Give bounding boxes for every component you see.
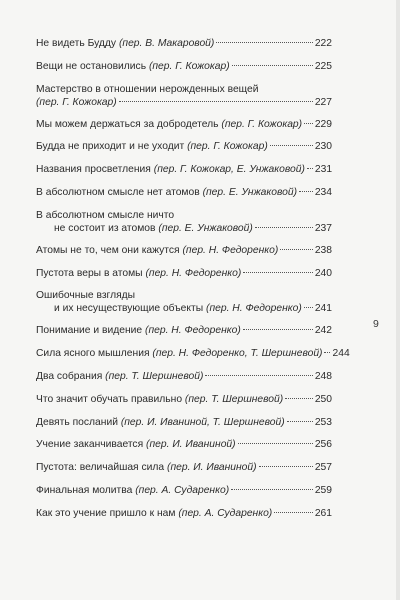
entry-title: Мастерство в отношении нерожденных вещей (36, 83, 259, 95)
leader-dots (216, 42, 312, 43)
entry-page: 241 (314, 303, 332, 315)
toc-entry (36, 370, 332, 393)
entry-title: Вещи не остановились (36, 60, 147, 72)
entry-page: 257 (314, 462, 332, 474)
page-number: 9 (373, 318, 379, 330)
entry-page: 244 (332, 348, 350, 360)
entry-translator: (пер. Г. Кожокар, Е. Унжаковой) (153, 164, 305, 176)
leader-dots (304, 123, 313, 124)
entry-page: 256 (314, 439, 332, 451)
toc-entry (36, 324, 332, 347)
toc-entry (36, 267, 332, 290)
entry-title-cont: и их несуществующие объекты (54, 303, 204, 315)
entry-title: Два собрания (36, 370, 103, 382)
toc-entry (36, 140, 332, 163)
toc-entry (36, 83, 332, 118)
entry-page: 229 (314, 118, 332, 130)
entry-page: 250 (314, 393, 332, 405)
entry-translator: (пер. Н. Федоренко, Т. Шершневой) (152, 348, 323, 360)
entry-translator: (пер. Т. Шершневой) (105, 370, 204, 382)
entry-page: 238 (314, 244, 332, 256)
leader-dots (232, 65, 313, 66)
entry-title: Атомы не то, чем они кажутся (36, 244, 180, 256)
entry-title-cont: не состоит из атомов (54, 222, 156, 234)
toc-entry (36, 347, 350, 370)
leader-dots (287, 421, 313, 422)
entry-translator: (пер. Г. Кожокар) (148, 60, 230, 72)
entry-page: 225 (314, 60, 332, 72)
entry-title: Как это учение пришло к нам (36, 507, 176, 519)
leader-dots (307, 168, 313, 169)
entry-title: Будда не приходит и не уходит (36, 141, 185, 153)
entry-title: Понимание и видение (36, 325, 143, 337)
leader-dots (285, 398, 313, 399)
entry-translator: (пер. Е. Унжаковой) (158, 222, 253, 234)
entry-title: Не видеть Будду (36, 38, 117, 49)
leader-dots (255, 227, 313, 228)
entry-translator: (пер. В. Макаровой) (118, 38, 215, 49)
entry-title: Ошибочные взгляды (36, 290, 136, 302)
toc-entry (36, 289, 332, 324)
leader-dots (243, 272, 313, 273)
toc-entry (36, 244, 332, 267)
entry-title: Девять посланий (36, 416, 118, 428)
entry-translator: (пер. Т. Шершневой) (184, 393, 284, 405)
leader-dots (299, 191, 313, 192)
entry-translator: (пер. Е. Унжаковой) (202, 186, 297, 198)
entry-translator: (пер. Н. Федоренко) (182, 244, 279, 256)
entry-translator: (пер. Г. Кожокар) (36, 96, 117, 108)
entry-page: 237 (314, 222, 332, 234)
entry-page: 231 (314, 164, 333, 176)
entry-page: 234 (314, 186, 332, 198)
entry-translator: (пер. Н. Федоренко) (206, 303, 302, 315)
leader-dots (280, 249, 313, 250)
toc-entry (36, 416, 332, 439)
leader-dots (238, 443, 313, 444)
toc-entry (36, 60, 332, 83)
entry-page: 242 (314, 325, 332, 337)
entry-translator: (пер. Н. Федоренко) (145, 325, 241, 337)
leader-dots (119, 101, 313, 102)
entry-title: Названия просветления (36, 164, 151, 176)
entry-translator: (пер. Г. Кожокар) (221, 118, 303, 130)
entry-page: 253 (314, 416, 332, 428)
toc-entry (36, 186, 332, 209)
toc-entry (36, 507, 332, 530)
entry-title: Мы можем держаться за добродетель (36, 118, 219, 130)
leader-dots (231, 489, 313, 490)
entry-translator: (пер. Н. Федоренко) (145, 267, 242, 279)
toc-entry (36, 484, 332, 507)
entry-translator: (пер. И. Иваниной) (167, 462, 257, 474)
entry-translator: (пер. А. Сударенко) (135, 484, 230, 496)
toc-entry (36, 209, 332, 244)
leader-dots (304, 307, 313, 308)
entry-title: Сила ясного мышления (36, 348, 150, 360)
entry-title: Пустота: величайшая сила (36, 462, 165, 474)
entry-title: В абсолютном смысле нет атомов (36, 186, 200, 198)
leader-dots (274, 512, 313, 513)
toc-entry (36, 461, 332, 484)
leader-dots (324, 352, 330, 353)
entry-translator: (пер. А. Сударенко) (178, 507, 273, 519)
entry-title: В абсолютном смысле ничто (36, 209, 175, 221)
toc-entry (36, 438, 332, 461)
table-of-contents (36, 37, 350, 530)
toc-entry (36, 37, 332, 60)
toc-entry (36, 118, 332, 141)
entry-page: 230 (314, 141, 332, 153)
page-edge (396, 0, 400, 600)
entry-page: 261 (314, 507, 332, 519)
entry-title: Пустота веры в атомы (36, 267, 143, 279)
entry-page: 222 (314, 38, 332, 49)
leader-dots (205, 375, 312, 376)
entry-page: 248 (314, 370, 332, 382)
toc-entry (36, 163, 332, 186)
entry-title: Что значит обучать правильно (36, 393, 183, 405)
leader-dots (259, 466, 313, 467)
leader-dots (243, 329, 313, 330)
leader-dots (270, 145, 313, 146)
entry-page: 227 (314, 96, 332, 108)
entry-translator: (пер. Г. Кожокар) (187, 141, 268, 153)
toc-entry (36, 393, 332, 416)
entry-title: Финальная молитва (36, 484, 133, 496)
entry-page: 259 (314, 484, 332, 496)
entry-translator: (пер. И. Иваниной, Т. Шершневой) (120, 416, 285, 428)
entry-title: Учение заканчивается (36, 439, 144, 451)
entry-page: 240 (314, 267, 332, 279)
entry-translator: (пер. И. Иваниной) (146, 439, 236, 451)
